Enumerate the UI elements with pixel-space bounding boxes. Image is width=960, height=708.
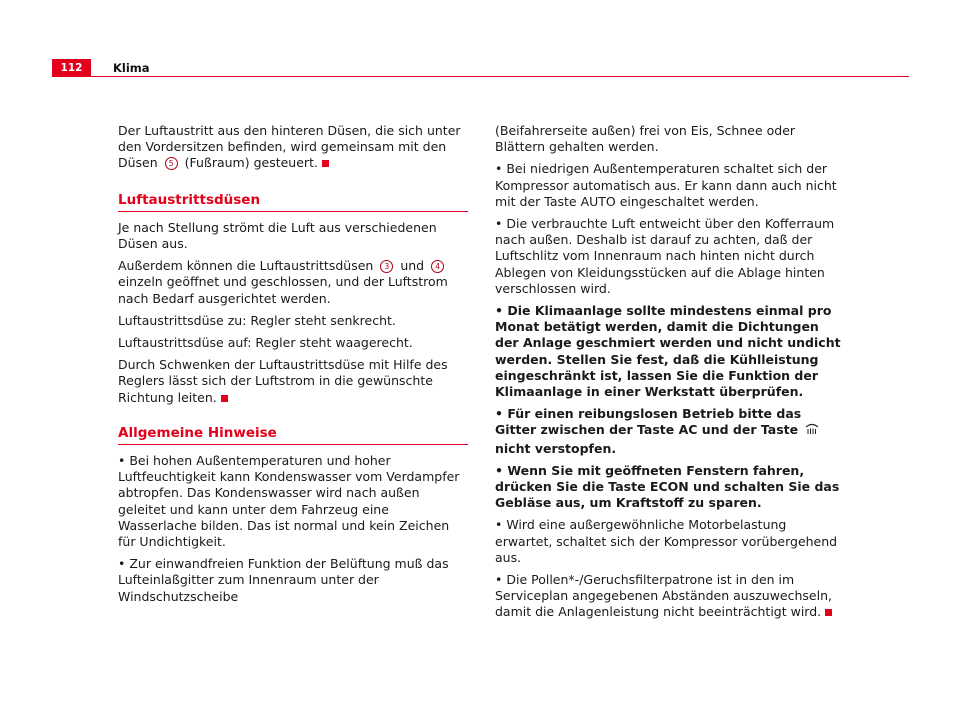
paragraph: Luftaustrittsdüse zu: Regler steht senkrecht. xyxy=(118,312,396,328)
bullet-item: • Die verbrauchte Luft entweicht über den Kofferraum nach außen. Deshalb ist darauf zu achten, daß der Luftschlitz vom Innenraum nach hinten nicht durch Ablegen von Kleidungsstücken auf die Ablage hinten verschlossen wird. xyxy=(495,216,835,296)
right-column xyxy=(495,123,845,627)
text: Außerdem können die Luftaustrittsdüsen xyxy=(118,258,374,274)
intro-paragraph xyxy=(118,123,468,172)
header-rule xyxy=(52,76,909,77)
end-marker-icon xyxy=(825,609,832,616)
ref-marker-5: 5 xyxy=(165,157,178,170)
bullet-item: • Bei hohen Außentemperaturen und hoher Luftfeuchtigkeit kann Kondenswasser vom Verdampfer abtropfen. Das Kondenswasser wird nach außen geleitet und kann unter dem Fahrzeug eine Wasserlache bilden. Das ist normal und kein Zeichen für Undichtigkeit. xyxy=(118,453,460,550)
paragraph xyxy=(118,357,468,406)
bullet-item xyxy=(495,572,845,621)
intro-text-end: (Fußraum) gesteuert. xyxy=(184,155,318,171)
bullet-item-bold: • Die Klimaanlage sollte mindestens einmal pro Monat betätigt werden, damit die Dichtungen der Anlage geschmiert werden und nicht undicht werden. Stellen Sie fest, daß die Kühlleistung eingeschränkt ist, lassen Sie die Funktion der Klimaanlage in einer Werkstatt überprüfen. xyxy=(495,303,841,400)
ref-marker-3: 3 xyxy=(380,260,393,273)
paragraph: Luftaustrittsdüse auf: Regler steht waagerecht. xyxy=(118,335,413,351)
text: einzeln geöffnet und geschlossen, und der Luftstrom nach Bedarf ausgerichtet werden. xyxy=(118,274,448,306)
bullet-item: • Wird eine außergewöhnliche Motorbelastung erwartet, schaltet sich der Kompressor vorübergehend aus. xyxy=(495,517,838,565)
intro-text: Der Luftaustritt aus den hinteren Düsen, die sich unter den Vordersitzen befinden, wird gemeinsam mit den Düsen xyxy=(118,123,461,171)
ref-marker-4: 4 xyxy=(431,260,444,273)
text: nicht verstopfen. xyxy=(495,440,617,456)
section-heading-allgemeine-hinweise: Allgemeine Hinweise xyxy=(118,425,468,445)
end-marker-icon xyxy=(221,395,228,402)
paragraph: Je nach Stellung strömt die Luft aus verschiedenen Düsen aus. xyxy=(118,219,437,252)
paragraph: (Beifahrerseite außen) frei von Eis, Schnee oder Blättern gehalten werden. xyxy=(495,123,796,155)
bullet-item: • Bei niedrigen Außentemperaturen schaltet sich der Kompressor automatisch aus. Er kann dann auch nicht mit der Taste AUTO eingeschaltet werden. xyxy=(495,161,837,209)
bullet-item-bold: • Wenn Sie mit geöffneten Fenstern fahren, drücken Sie die Taste ECON und schalten Sie das Gebläse aus, um Kraftstoff zu sparen. xyxy=(495,462,840,511)
bullet-item: • Zur einwandfreien Funktion der Belüftung muß das Lufteinlaßgitter zum Innenraum unter der Windschutzscheibe xyxy=(118,556,449,604)
page-title: Klima xyxy=(113,61,150,75)
page-number: 112 xyxy=(52,59,91,77)
text: und xyxy=(400,258,425,274)
end-marker-icon xyxy=(322,160,329,167)
defrost-fan-icon xyxy=(804,422,820,440)
text: • Für einen reibungslosen Betrieb bitte das Gitter zwischen der Taste AC und der Taste xyxy=(495,406,802,438)
bullet-item-bold xyxy=(495,406,845,457)
text: • Die Pollen*-/Geruchsfilterpatrone ist in den im Serviceplan angegebenen Abständen auszuwechseln, damit die Anlagenleistung nicht beeinträchtigt wird. xyxy=(495,572,832,620)
text: Durch Schwenken der Luftaustrittsdüse mit Hilfe des Reglers lässt sich der Luftstrom in die gewünschte Richtung leiten. xyxy=(118,357,448,405)
left-column xyxy=(118,123,468,611)
section-heading-luftaustrittsduesen: Luftaustrittsdüsen xyxy=(118,192,468,212)
paragraph xyxy=(118,258,468,307)
